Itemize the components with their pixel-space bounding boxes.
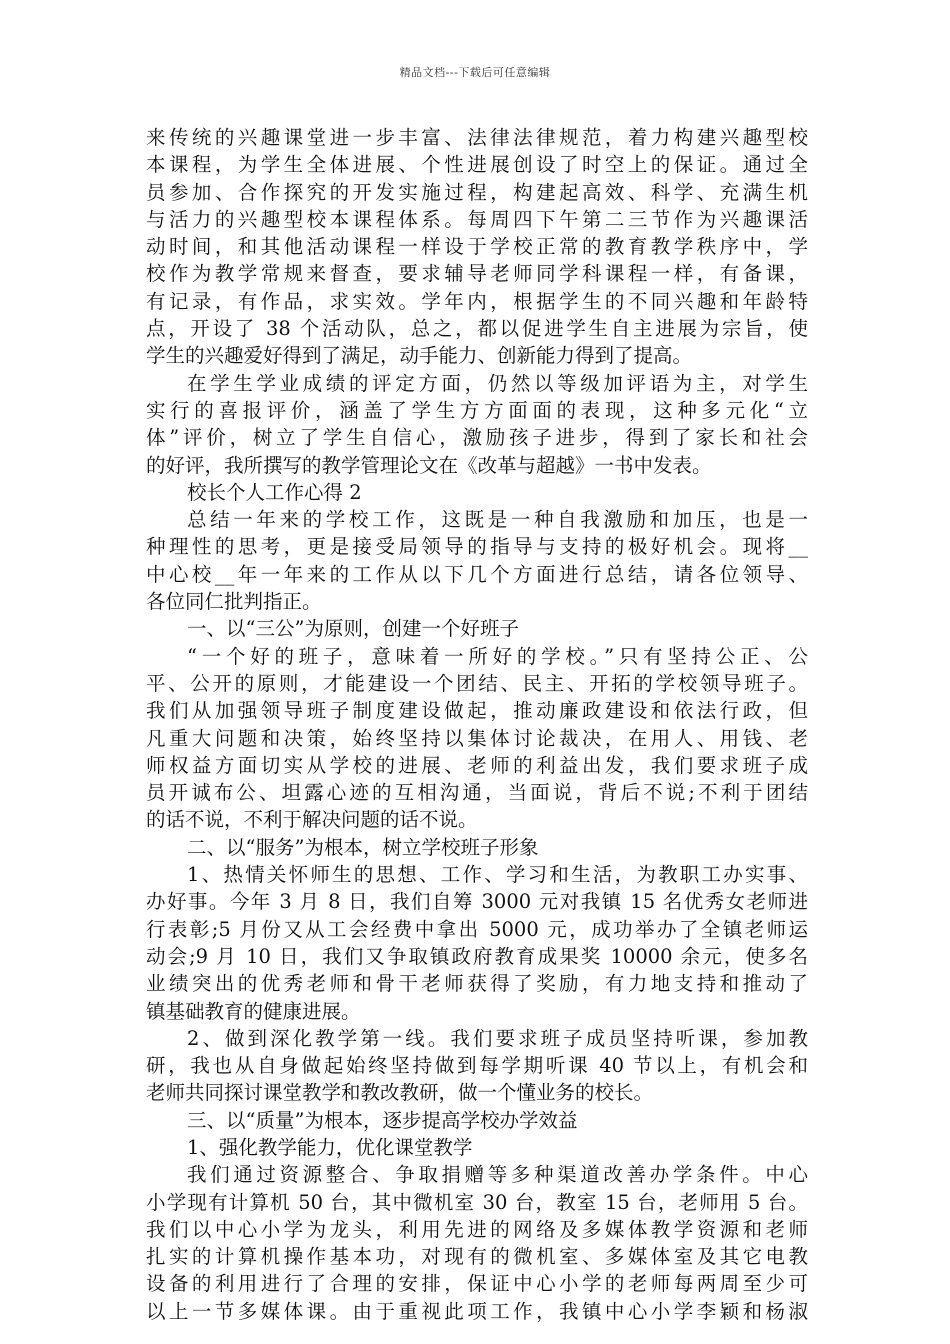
text-line: 总结一年来的学校工作，这既是一种自我激励和加压，也是一 — [187, 508, 808, 532]
text-line: 扎实的计算机操作基本功，对现有的微机室、多媒体室及其它电教 — [146, 1245, 808, 1269]
text-line: 各位同仁批判指正。 — [146, 590, 322, 614]
text-line: 二、以“服务”为根本，树立学校班子形象 — [187, 835, 539, 859]
text-line: 体”评价，树立了学生自信心，激励孩子进步，得到了家长和社会 — [146, 426, 808, 450]
text-line: 动时间，和其他活动课程一样设于学校正常的教育教学秩序中，学 — [146, 235, 808, 259]
text-line: 2、做到深化教学第一线。我们要求班子成员坚持听课，参加教 — [187, 1026, 808, 1050]
text-line: 以上一节多媒体课。由于重视此项工作，我镇中心小学李颖和杨淑 — [146, 1299, 808, 1323]
text-line: 我们通过资源整合、争取捐赠等多种渠道改善办学条件。中心 — [187, 1163, 808, 1187]
text-line: 实行的喜报评价，涵盖了学生方方面面的表现，这种多元化“立 — [146, 398, 808, 422]
text-line: 老师共同探讨课堂教学和教改教研，做一个懂业务的校长。 — [146, 1081, 654, 1105]
text-line: 我们从加强领导班子制度建设做起，推动廉政建设和依法行政，但 — [146, 699, 808, 723]
text-line: 学生的兴趣爱好得到了满足，动手能力、创新能力得到了提高。 — [146, 344, 693, 368]
text-line: 师权益方面切实从学校的进展、老师的利益出发，我们要求班子成 — [146, 753, 808, 777]
text-line: 1、热情关怀师生的思想、工作、学习和生活，为教职工办实事、 — [187, 863, 808, 887]
text-line: “一个好的班子，意味着一所好的学校。”只有坚持公正、公 — [187, 644, 808, 668]
text-line: 员开诚布公、坦露心迹的互相沟通，当面说，背后不说;不利于团结 — [146, 781, 808, 805]
text-line: 1、强化教学能力，优化课堂教学 — [187, 1135, 473, 1159]
text-line: 校长个人工作心得 2 — [187, 480, 362, 504]
text-line: 业绩突出的优秀老师和骨干老师获得了奖励，有力地支持和推动了 — [146, 972, 808, 996]
text-line: 凡重大问题和决策，始终坚持以集体讨论裁决，在用人、用钱、老 — [146, 726, 808, 750]
text-line: 动会;9 月 10 日，我们又争取镇政府教育成果奖 10000 余元，使多名 — [146, 944, 808, 968]
text-line: 小学现有计算机 50 台，其中微机室 30 台，教室 15 台，老师用 5 台。 — [146, 1190, 808, 1214]
page-header: 精品文档---下载后可任意编辑 — [399, 66, 551, 79]
text-line: 与活力的兴趣型校本课程体系。每周四下午第二三节作为兴趣课活 — [146, 207, 808, 231]
text-line: 种理性的思考，更是接受局领导的指导与支持的极好机会。现将__ — [146, 535, 808, 559]
text-line: 设备的利用进行了合理的安排，保证中心小学的老师每两周至少可 — [146, 1272, 808, 1296]
text-line: 校作为教学常规来督查，要求辅导老师同学科课程一样，有备课， — [146, 262, 808, 286]
text-line: 的好评，我所撰写的教学管理论文在《改革与超越》一书中发表。 — [146, 453, 712, 477]
text-line: 办好事。今年 3 月 8 日，我们自筹 3000 元对我镇 15 名优秀女老师进 — [146, 890, 808, 914]
text-line: 行表彰;5 月份又从工会经费中拿出 5000 元，成功举办了全镇老师运 — [146, 917, 808, 941]
text-line: 员参加、合作探究的开发实施过程，构建起高效、科学、充满生机 — [146, 180, 808, 204]
text-line: 的话不说，不利于解决问题的话不说。 — [146, 808, 478, 832]
text-line: 在学生学业成绩的评定方面，仍然以等级加评语为主，对学生 — [187, 371, 808, 395]
text-line: 点，开设了 38 个活动队，总之，都以促进学生自主进展为宗旨，使 — [146, 317, 808, 341]
document-body — [146, 124, 808, 1325]
text-line: 平、公开的原则，才能建设一个团结、民主、开拓的学校领导班子。 — [146, 671, 808, 695]
text-line: 中心校__年一年来的工作从以下几个方面进行总结，请各位领导、 — [146, 562, 808, 586]
text-line: 我们以中心小学为龙头，利用先进的网络及多媒体教学资源和老师 — [146, 1217, 808, 1241]
text-line: 有记录，有作品，求实效。学年内，根据学生的不同兴趣和年龄特 — [146, 289, 808, 313]
text-line: 来传统的兴趣课堂进一步丰富、法律法律规范，着力构建兴趣型校 — [146, 126, 808, 149]
text-line: 本课程，为学生全体进展、个性进展创设了时空上的保证。通过全 — [146, 153, 808, 177]
text-line: 镇基础教育的健康进展。 — [146, 999, 361, 1023]
text-line: 三、以“质量”为根本，逐步提高学校办学效益 — [187, 1108, 578, 1132]
text-line: 一、以“三公”为原则，创建一个好班子 — [187, 617, 519, 641]
text-line: 研，我也从自身做起始终坚持做到每学期听课 40 节以上，有机会和 — [146, 1054, 808, 1078]
